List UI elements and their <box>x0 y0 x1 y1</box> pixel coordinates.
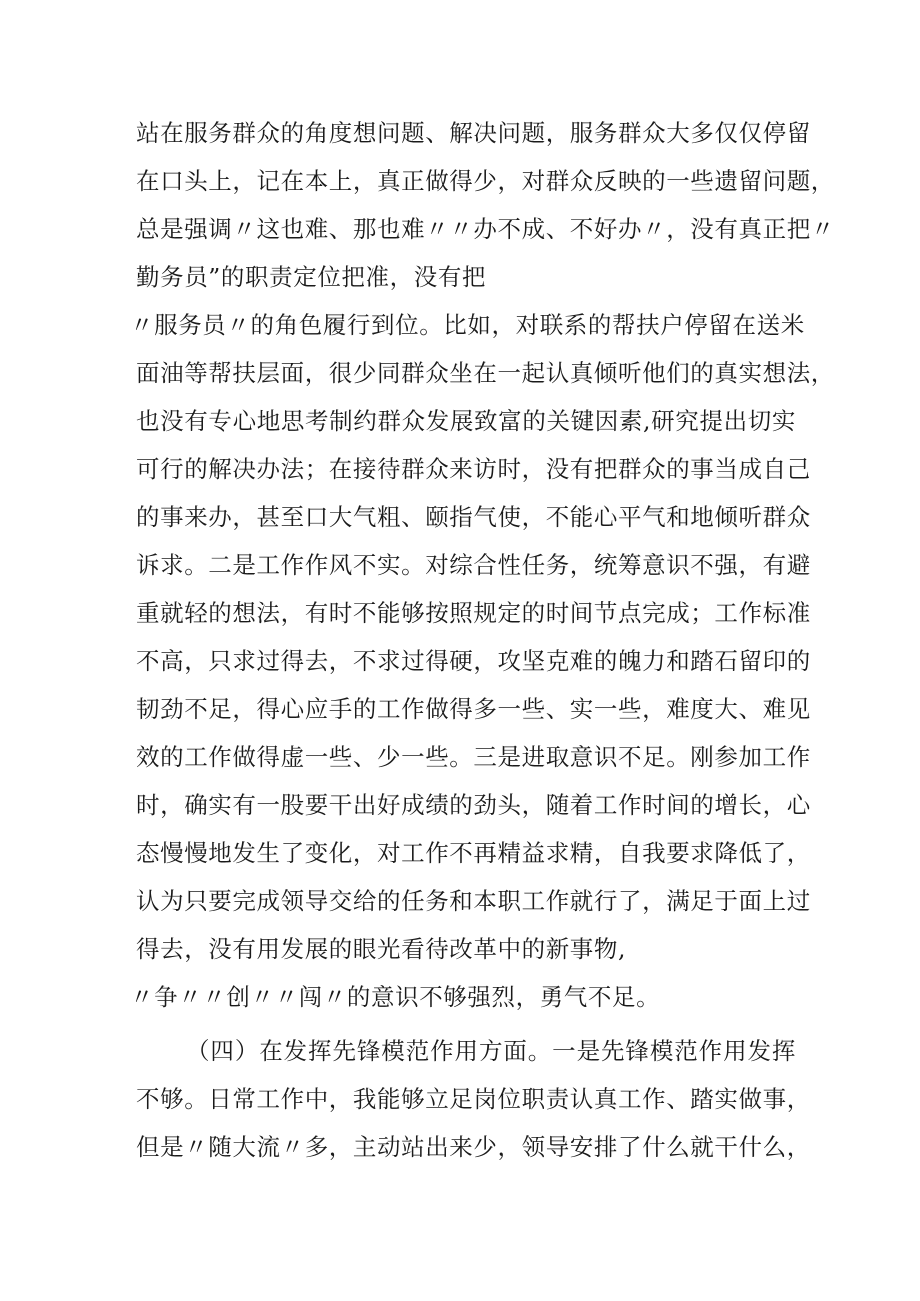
paragraph-line: 但是〃随大流〃多，主动站出来少，领导安排了什么就干什么， <box>136 1133 811 1161</box>
paragraph-line: 在口头上，记在本上，真正做得少，对群众反映的一些遗留问题， <box>136 167 835 195</box>
paragraph-line: 面油等帮扶层面，很少同群众坐在一起认真倾听他们的真实想法， <box>136 359 835 387</box>
paragraph-line: 总是强调〃这也难、那也难〃〃办不成、不好办〃，没有真正把〃 <box>136 215 835 243</box>
paragraph-line: 站在服务群众的角度想问题、解决问题，服务群众大多仅仅停留 <box>136 119 811 147</box>
paragraph-line: 效的工作做得虚一些、少一些。三是进取意识不足。刚参加工作 <box>136 743 811 771</box>
paragraph-line: 诉求。二是工作作风不实。对综合性任务，统筹意识不强，有避 <box>136 551 811 579</box>
paragraph-line: 重就轻的想法，有时不能够按照规定的时间节点完成；工作标准 <box>136 599 811 627</box>
paragraph-line: （四）在发挥先锋模范作用方面。一是先锋模范作用发挥 <box>186 1037 796 1065</box>
paragraph-line: 认为只要完成领导交给的任务和本职工作就行了，满足于面上过 <box>136 887 811 915</box>
paragraph-line: 勤务员”的职责定位把准，没有把 <box>136 263 487 291</box>
paragraph-line: 态慢慢地发生了变化，对工作不再精益求精，自我要求降低了， <box>136 839 811 867</box>
paragraph-line: 韧劲不足，得心应手的工作做得多一些、实一些，难度大、难见 <box>136 695 811 723</box>
paragraph-line: 的事来办，甚至口大气粗、颐指气使，不能心平气和地倾听群众 <box>136 503 811 531</box>
paragraph-line: 不高，只求过得去，不求过得硬，攻坚克难的魄力和踏石留印的 <box>136 647 811 675</box>
paragraph-line: 〃服务员〃的角色履行到位。比如，对联系的帮扶户停留在送米 <box>130 311 805 339</box>
paragraph-line: 〃争〃〃创〃〃闯〃的意识不够强烈，勇气不足。 <box>130 983 661 1011</box>
paragraph-line: 得去，没有用发展的眼光看待改革中的新事物, <box>136 935 627 963</box>
paragraph-line: 不够。日常工作中，我能够立足岗位职责认真工作、踏实做事， <box>136 1085 811 1113</box>
paragraph-line: 也没有专心地思考制约群众发展致富的关键因素,研究提出切实 <box>136 407 796 435</box>
paragraph-line: 时，确实有一股要干出好成绩的劲头，随着工作时间的增长，心 <box>136 791 811 819</box>
paragraph-line: 可行的解决办法；在接待群众来访时，没有把群众的事当成自己 <box>136 455 811 483</box>
